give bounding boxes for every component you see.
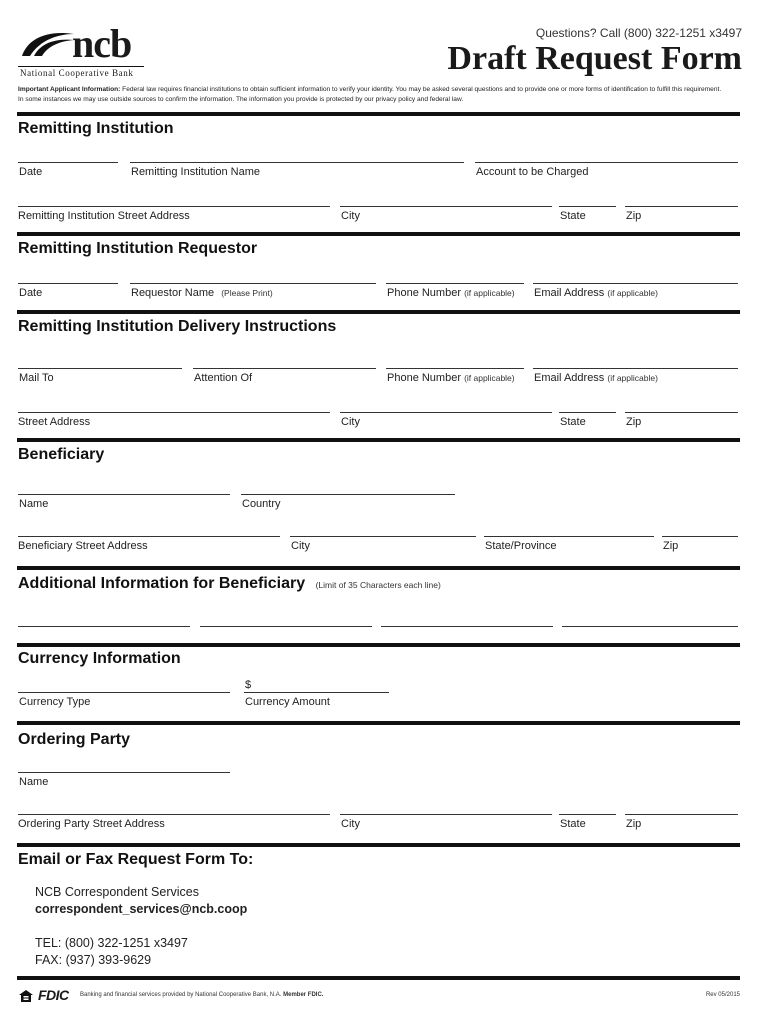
applicant-notice [18,85,753,105]
requestor-email-field[interactable] [533,283,738,284]
requestor-name-label [131,287,273,299]
delivery-street-field[interactable] [18,412,330,413]
requestor-phone-note: (if applicable) [464,288,515,298]
beneficiary-zip-label: Zip [663,540,679,552]
additional-info-line-3[interactable] [381,626,553,627]
beneficiary-city-label: City [291,540,310,552]
footer [18,988,740,1008]
ordering-city-label: City [341,818,360,830]
logo-wordmark: ncb [72,21,132,66]
beneficiary-zip-field[interactable] [662,536,738,537]
ncb-swoosh-icon [18,28,78,60]
delivery-state-label: State [560,416,586,428]
beneficiary-street-field[interactable] [18,536,280,537]
delivery-phone-label [387,372,515,384]
section-divider [17,843,740,847]
requestor-email-label [534,287,658,299]
requestor-date-label: Date [19,287,43,299]
footer-member: Member FDIC. [283,992,324,998]
currency-amount-field[interactable] [244,692,389,693]
delivery-city-label: City [341,416,360,428]
requestor-heading: Remitting Institution Requestor [18,240,258,257]
beneficiary-heading: Beneficiary [18,446,105,463]
delivery-zip-field[interactable] [625,412,738,413]
requestor-phone-text: Phone Number [387,287,461,299]
ordering-zip-label: Zip [626,818,642,830]
street-address-field[interactable] [18,206,330,207]
mail-to-label: Mail To [19,372,54,384]
questions-phone: Questions? Call (800) 322-1251 x3497 [535,26,742,40]
beneficiary-state-field[interactable] [484,536,654,537]
street-address-label: Remitting Institution Street Address [18,210,190,222]
account-charged-label: Account to be Charged [476,166,589,178]
dollar-sign: $ [245,679,252,691]
ordering-state-field[interactable] [559,814,616,815]
ordering-state-label: State [560,818,586,830]
additional-info-line-2[interactable] [200,626,372,627]
requestor-phone-label [387,287,515,299]
state-label: State [560,210,586,222]
beneficiary-name-field[interactable] [18,494,230,495]
fdic-logo: FDIC [38,987,69,1003]
delivery-heading: Remitting Institution Delivery Instructions [18,318,337,335]
delivery-street-label: Street Address [18,416,91,428]
remitting-institution-heading: Remitting Institution [18,120,174,137]
ordering-name-label: Name [19,776,49,788]
section-divider [17,566,740,570]
logo-rule [18,66,144,67]
please-print-note: (Please Print) [221,288,273,298]
delivery-email-label [534,372,658,384]
zip-field[interactable] [625,206,738,207]
currency-heading: Currency Information [18,650,181,667]
zip-label: Zip [626,210,642,222]
date-label: Date [19,166,43,178]
state-field[interactable] [559,206,616,207]
delivery-state-field[interactable] [559,412,616,413]
requestor-phone-field[interactable] [386,283,524,284]
beneficiary-country-label: Country [242,498,281,510]
section-divider [17,112,740,116]
delivery-zip-label: Zip [626,416,642,428]
ordering-street-label: Ordering Party Street Address [18,818,165,830]
city-field[interactable] [340,206,552,207]
ordering-zip-field[interactable] [625,814,738,815]
requestor-name-text: Requestor Name [131,287,215,299]
section-divider [17,438,740,442]
logo-subtext: National Cooperative Bank [20,68,134,78]
additional-info-line-1[interactable] [18,626,190,627]
beneficiary-country-field[interactable] [241,494,455,495]
delivery-email-field[interactable] [533,368,738,369]
page-title: Draft Request Form [447,40,742,77]
delivery-phone-text: Phone Number [387,372,461,384]
section-divider [17,310,740,314]
currency-type-label: Currency Type [19,696,91,708]
requestor-name-field[interactable] [130,283,376,284]
ordering-name-field[interactable] [18,772,230,773]
attention-of-field[interactable] [193,368,376,369]
mail-to-field[interactable] [18,368,182,369]
notice-bold: Important Applicant Information: [18,86,121,93]
notice-line-1: Federal law requires financial institutions to obtain sufficient information to verify your identity. You may be asked several questions and to provide one or more forms of identification to fulfill this requirement. [120,86,722,93]
contact-block [35,884,247,969]
delivery-phone-field[interactable] [386,368,524,369]
delivery-city-field[interactable] [340,412,552,413]
character-limit-note: (Limit of 35 Characters each line) [315,580,441,590]
beneficiary-state-label: State/Province [485,540,557,552]
delivery-phone-note: (if applicable) [464,373,515,383]
contact-fax: FAX: (937) 393-9629 [35,953,152,967]
delivery-email-note: (if applicable) [607,373,658,383]
beneficiary-name-label: Name [19,498,49,510]
section-divider [17,643,740,647]
notice-line-2: In some instances we may use outside sources to confirm the information. The information you provide is protected by our privacy policy and federal law. [18,96,464,103]
footer-text: Banking and financial services provided by National Cooperative Bank, N.A. [80,992,282,998]
attention-of-label: Attention Of [194,372,253,384]
institution-name-field[interactable] [130,162,464,163]
additional-info-title: Additional Information for Beneficiary [18,575,306,592]
contact-department: NCB Correspondent Services [35,885,199,899]
additional-info-line-4[interactable] [562,626,738,627]
section-divider [17,232,740,236]
ordering-city-field[interactable] [340,814,552,815]
ordering-party-heading: Ordering Party [18,731,131,748]
currency-type-field[interactable] [18,692,230,693]
contact-email-link[interactable]: correspondent_services@ncb.coop [35,902,248,916]
delivery-email-text: Email Address [534,372,605,384]
contact-heading: Email or Fax Request Form To: [18,851,254,868]
requestor-email-note: (if applicable) [607,288,658,298]
beneficiary-street-label: Beneficiary Street Address [18,540,148,552]
section-divider [17,721,740,725]
beneficiary-city-field[interactable] [290,536,476,537]
section-divider [17,976,740,980]
footer-disclaimer [80,992,323,998]
ordering-street-field[interactable] [18,814,330,815]
ncb-logo [18,21,146,80]
city-label: City [341,210,360,222]
additional-info-heading [18,575,441,593]
revision-date: Rev 05/2015 [705,992,740,998]
requestor-email-text: Email Address [534,287,605,299]
currency-amount-label: Currency Amount [245,696,330,708]
equal-housing-icon [18,989,34,1003]
institution-name-label: Remitting Institution Name [131,166,260,178]
date-field[interactable] [18,162,118,163]
account-charged-field[interactable] [475,162,738,163]
contact-tel: TEL: (800) 322-1251 x3497 [35,936,188,950]
requestor-date-field[interactable] [18,283,118,284]
